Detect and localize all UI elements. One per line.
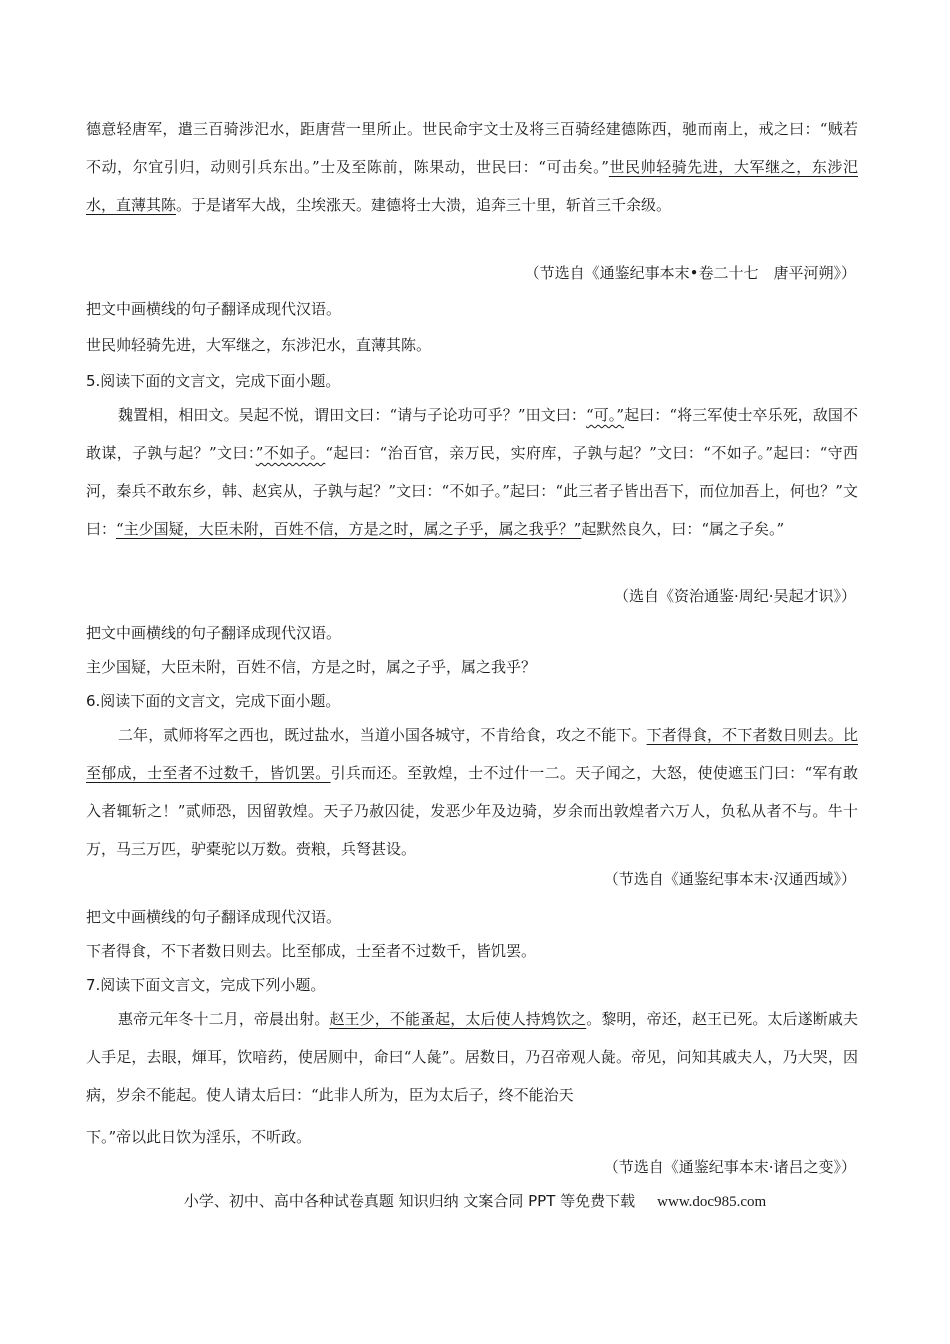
footer-text: 小学、初中、高中各种试卷真题 知识归纳 文案合同 PPT 等免费下载 <box>183 1192 636 1210</box>
instruction-1: 把文中画横线的句子翻译成现代汉语。 <box>86 300 342 318</box>
passage-5-text: 魏置相，相田文。吴起不悦，谓田文曰：“请与子论功可乎？”田文曰： <box>118 406 586 424</box>
passage-5-text-2: 起曰：“将三军使士卒乐死，敌国不敢谋，子孰与起？”文曰： <box>86 406 859 462</box>
answer-line-1: 世民帅轻骑先进，大军继之，东涉汜水，直薄其陈。 <box>86 336 432 354</box>
passage-1-text: 德意轻唐军，遣三百骑涉汜水，距唐营一里所止。世民命宇文士及将三百骑经建德陈西，驰而南上，戒之曰：“贼若不动，尔宜引归，动则引兵东出。”士及至陈前，陈果动，世民曰：“可击矣。” <box>86 120 858 176</box>
underlined-sentence-7: 赵王少，不能蚤起，太后使人持鸩饮之 <box>329 1010 587 1028</box>
source-citation-5: （选自《资治通鉴·周纪·吴起才识》） <box>613 587 856 605</box>
underlined-sentence-5: “主少国疑，大臣未附，百姓不信，方是之时，属之子乎，属之我乎？” <box>116 520 582 538</box>
instruction-5: 把文中画横线的句子翻译成现代汉语。 <box>86 624 342 642</box>
question-5-heading: 5.阅读下面的文言文，完成下面小题。 <box>86 372 341 390</box>
footer-url: www.doc985.com <box>657 1194 767 1210</box>
passage-1 <box>86 110 858 224</box>
wavy-underline-1: “可。” <box>585 406 625 424</box>
passage-6-text: 二年，贰师将军之西也，既过盐水，当道小国各城守，不肯给食，攻之不能下。 <box>118 726 647 744</box>
source-citation-7: （节选自《通鉴纪事本末·诸吕之变》） <box>603 1158 856 1176</box>
passage-5 <box>86 396 858 548</box>
passage-7 <box>86 1000 858 1114</box>
question-6-heading: 6.阅读下面的文言文，完成下面小题。 <box>86 692 341 710</box>
passage-6-text-end: 引兵而还。至敦煌，士不过什一二。天子闻之，大怒，使使遮玉门曰：“军有敢入者辄斩之！”贰师恐，因留敦煌。天子乃赦囚徒，发恶少年及边骑，岁余而出敦煌者六万人，负私从者不与。牛十万，马三万匹，驴橐驼以万数。赍粮，兵弩甚设。 <box>86 764 858 858</box>
source-citation-6: （节选自《通鉴纪事本末·汉通西域》） <box>603 870 856 888</box>
underlined-sentence-6: 下者得食，不下者数日则去。比至郁成，士至者不过数千，皆饥罢。 <box>86 726 858 782</box>
instruction-6: 把文中画横线的句子翻译成现代汉语。 <box>86 908 342 926</box>
underlined-sentence-1: 世民帅轻骑先进，大军继之，东涉汜水，直薄其陈 <box>86 158 858 214</box>
answer-line-5: 主少国疑，大臣未附，百姓不信，方是之时，属之子乎，属之我乎？ <box>86 658 537 676</box>
passage-5-text-3: “起曰：“治百官，亲万民，实府库，子孰与起？”文曰：“不如子。”起曰：“守西河，秦兵不敢东乡，韩、赵宾从，子孰与起？”文曰：“不如子。”起曰：“此三者子皆出吾下，而位加吾上，何也？”文曰： <box>86 444 859 538</box>
question-7-heading: 7.阅读下面文言文，完成下列小题。 <box>86 976 326 994</box>
source-citation-1: （节选自《通鉴纪事本末•卷二十七 唐平河朔》） <box>524 264 856 282</box>
passage-1-text-end: 。于是诸军大战，尘埃涨天。建德将士大溃，追奔三十里，斩首三千余级。 <box>176 196 672 214</box>
passage-7-text-2: 。黎明，帝还，赵王已死。太后遂断戚夫人手足，去眼，煇耳，饮喑药，使居厕中，命曰“人彘”。居数日，乃召帝观人彘。帝见，问知其戚夫人，乃大哭，因病，岁余不能起。使人请太后曰：“此非人所为，臣为太后子，终不能治天 <box>86 1010 858 1104</box>
passage-6 <box>86 716 858 868</box>
passage-7-last-line: 下。”帝以此日饮为淫乐，不听政。 <box>86 1128 312 1146</box>
page-footer <box>0 1190 950 1211</box>
wavy-underline-2: ”不如子。 <box>255 444 326 462</box>
answer-line-6: 下者得食，不下者数日则去。比至郁成，士至者不过数千，皆饥罢。 <box>86 942 537 960</box>
passage-5-text-end: 起默然良久，曰：“属之子矣。” <box>581 520 785 538</box>
passage-7-text: 惠帝元年冬十二月，帝晨出射。 <box>118 1010 330 1028</box>
